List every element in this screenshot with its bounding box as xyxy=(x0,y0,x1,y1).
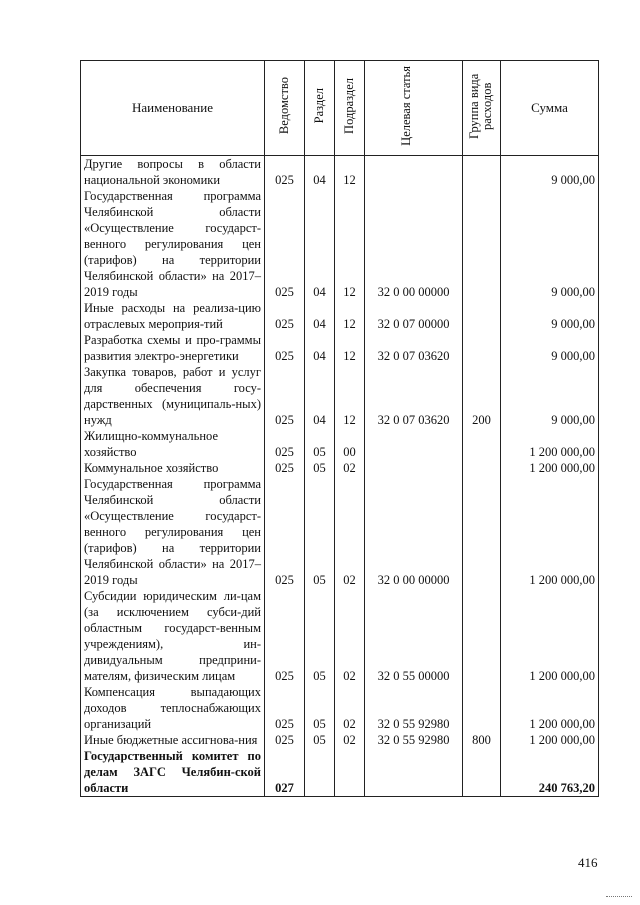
table-row xyxy=(81,684,599,732)
cell-target xyxy=(365,428,463,460)
cell-group xyxy=(463,684,501,732)
cell-subsection: 02 xyxy=(335,732,365,748)
table-row xyxy=(81,332,599,364)
cell-sum: 9 000,00 xyxy=(501,156,599,189)
cell-sum: 1 200 000,00 xyxy=(501,428,599,460)
cell-group xyxy=(463,332,501,364)
table-row xyxy=(81,748,599,797)
cell-section: 04 xyxy=(305,364,335,428)
table-row xyxy=(81,732,599,748)
cell-name: Иные бюджетные ассигнова-ния xyxy=(81,732,265,748)
cell-group xyxy=(463,460,501,476)
header-section: Раздел xyxy=(305,61,335,156)
header-subsection: Подраздел xyxy=(335,61,365,156)
cell-section: 05 xyxy=(305,732,335,748)
header-group: Группа вида расходов xyxy=(463,61,501,156)
cell-dept: 025 xyxy=(265,332,305,364)
cell-dept: 025 xyxy=(265,300,305,332)
cell-target: 32 0 55 00000 xyxy=(365,588,463,684)
cell-subsection: 02 xyxy=(335,460,365,476)
cell-name: Закупка товаров, работ и услуг для обеспечения госу-дарственных (муниципаль-ных) нужд xyxy=(81,364,265,428)
cell-section: 04 xyxy=(305,332,335,364)
header-name: Наименование xyxy=(81,61,265,156)
cell-sum: 240 763,20 xyxy=(501,748,599,797)
cell-target: 32 0 55 92980 xyxy=(365,684,463,732)
cell-subsection: 02 xyxy=(335,684,365,732)
cell-sum: 1 200 000,00 xyxy=(501,732,599,748)
cell-dept: 025 xyxy=(265,684,305,732)
cell-subsection: 00 xyxy=(335,428,365,460)
table-body xyxy=(81,156,599,797)
cell-name: Государственная программа Челябинской области «Осуществление государст-венного регулирования цен (тарифов) на территории Челябинской области» на 2017–2019 годы xyxy=(81,476,265,588)
cell-section: 04 xyxy=(305,300,335,332)
cell-group xyxy=(463,588,501,684)
cell-target: 32 0 55 92980 xyxy=(365,732,463,748)
cell-sum: 9 000,00 xyxy=(501,364,599,428)
cell-group xyxy=(463,748,501,797)
cell-subsection xyxy=(335,748,365,797)
cell-section: 05 xyxy=(305,684,335,732)
cell-section: 05 xyxy=(305,476,335,588)
cell-subsection: 12 xyxy=(335,332,365,364)
cell-name: Компенсация выпадающих доходов теплоснабжающих организаций xyxy=(81,684,265,732)
table-row xyxy=(81,428,599,460)
table-row xyxy=(81,476,599,588)
cell-group xyxy=(463,300,501,332)
cell-name: Иные расходы на реализа-цию отраслевых мероприя-тий xyxy=(81,300,265,332)
cell-subsection: 12 xyxy=(335,156,365,189)
cell-target: 32 0 07 03620 xyxy=(365,364,463,428)
page-number: 416 xyxy=(578,855,598,870)
cell-dept: 025 xyxy=(265,460,305,476)
cell-section: 04 xyxy=(305,188,335,300)
cell-group xyxy=(463,428,501,460)
cell-sum: 1 200 000,00 xyxy=(501,460,599,476)
cell-target: 32 0 07 00000 xyxy=(365,300,463,332)
cell-section: 04 xyxy=(305,156,335,189)
cell-name: Субсидии юридическим ли-цам (за исключением субси-дий областным государст-венным учреждениям), ин-дивидуальным предприни-мателям, физическим лицам xyxy=(81,588,265,684)
cell-name: Жилищно-коммунальное хозяйство xyxy=(81,428,265,460)
cell-subsection: 02 xyxy=(335,476,365,588)
cell-sum: 1 200 000,00 xyxy=(501,476,599,588)
cell-name: Коммунальное хозяйство xyxy=(81,460,265,476)
corner-mark xyxy=(606,896,632,898)
cell-group: 200 xyxy=(463,364,501,428)
cell-sum: 1 200 000,00 xyxy=(501,588,599,684)
table-row xyxy=(81,300,599,332)
cell-dept: 025 xyxy=(265,588,305,684)
cell-section: 05 xyxy=(305,428,335,460)
cell-dept: 025 xyxy=(265,732,305,748)
header-dept: Ведомство xyxy=(265,61,305,156)
cell-subsection: 12 xyxy=(335,300,365,332)
cell-target: 32 0 07 03620 xyxy=(365,332,463,364)
table-row xyxy=(81,156,599,189)
cell-section: 05 xyxy=(305,460,335,476)
cell-group xyxy=(463,156,501,189)
cell-section xyxy=(305,748,335,797)
cell-dept: 025 xyxy=(265,476,305,588)
cell-dept: 027 xyxy=(265,748,305,797)
cell-target xyxy=(365,460,463,476)
cell-sum: 9 000,00 xyxy=(501,332,599,364)
cell-sum: 1 200 000,00 xyxy=(501,684,599,732)
cell-dept: 025 xyxy=(265,428,305,460)
cell-name: Государственная программа Челябинской области «Осуществление государст-венного регулирования цен (тарифов) на территории Челябинской области» на 2017–2019 годы xyxy=(81,188,265,300)
cell-dept: 025 xyxy=(265,156,305,189)
cell-subsection: 02 xyxy=(335,588,365,684)
cell-sum: 9 000,00 xyxy=(501,300,599,332)
cell-group: 800 xyxy=(463,732,501,748)
cell-dept: 025 xyxy=(265,364,305,428)
cell-subsection: 12 xyxy=(335,364,365,428)
header-row xyxy=(81,61,599,156)
cell-subsection: 12 xyxy=(335,188,365,300)
cell-sum: 9 000,00 xyxy=(501,188,599,300)
table-row xyxy=(81,460,599,476)
cell-name: Другие вопросы в области национальной экономики xyxy=(81,156,265,189)
cell-group xyxy=(463,476,501,588)
cell-target xyxy=(365,156,463,189)
cell-dept: 025 xyxy=(265,188,305,300)
budget-table xyxy=(80,60,599,797)
cell-target: 32 0 00 00000 xyxy=(365,188,463,300)
table-row xyxy=(81,588,599,684)
cell-name: Разработка схемы и про-граммы развития электро-энергетики xyxy=(81,332,265,364)
header-target: Целевая статья xyxy=(365,61,463,156)
cell-group xyxy=(463,188,501,300)
table-row xyxy=(81,364,599,428)
cell-target xyxy=(365,748,463,797)
header-sum: Сумма xyxy=(501,61,599,156)
cell-section: 05 xyxy=(305,588,335,684)
table-row xyxy=(81,188,599,300)
cell-target: 32 0 00 00000 xyxy=(365,476,463,588)
cell-name: Государственный комитет по делам ЗАГС Челябин-ской области xyxy=(81,748,265,797)
